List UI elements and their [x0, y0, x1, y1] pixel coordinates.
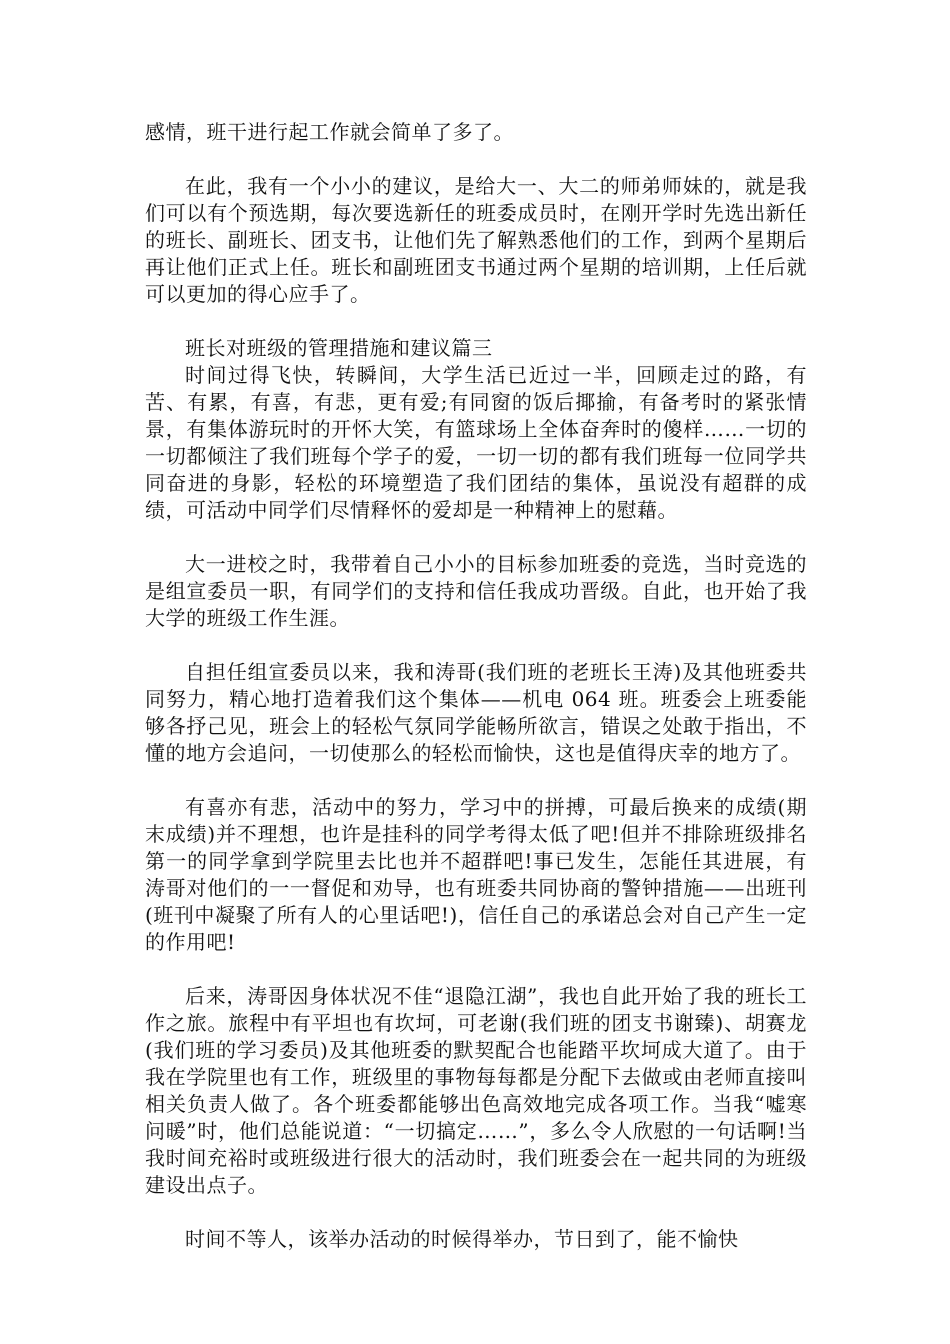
paragraph: 时间过得飞快，转瞬间，大学生活已近过一半，回顾走过的路，有苦、有累，有喜，有悲，更有爱;有同窗的饭后揶揄，有备考时的紧张情景，有集体游玩时的开怀大笑，有篮球场上全体奋奔时的傻样……一切的一切都倾注了我们班每个学子的爱，一切一切的都有我们班每一位同学共同奋进的身影，轻松的环境塑造了我们团结的集体，虽说没有超群的成绩，可活动中同学们尽情释怀的爱却是一种精神上的慰藉。 — [145, 363, 807, 522]
paragraph: 时间不等人，该举办活动的时候得举办，节日到了，能不愉快 — [185, 1227, 739, 1251]
paragraph: 有喜亦有悲，活动中的努力，学习中的拼搏，可最后换来的成绩(期末成绩)并不理想，也许是挂科的同学考得太低了吧!但并不排除班级排名第一的同学拿到学院里去比也并不超群吧!事已发生，怎能任其进展，有涛哥对他们的一一督促和劝导，也有班委共同协商的警钟措施——出班刊(班刊中凝聚了所有人的心里话吧!)，信任自己的承诺总会对自己产生一定的作用吧! — [145, 795, 807, 954]
paragraph-continued: 感情，班干进行起工作就会简单了多了。 — [145, 120, 514, 144]
paragraph-suggestion: 在此，我有一个小小的建议，是给大一、大二的师弟师妹的，就是我们可以有个预选期，每次要选新任的班委成员时，在刚开学时先选出新任的班长、副班长、团支书，让他们先了解熟悉他们的工作，到两个星期后再让他们正式上任。班长和副班团支书通过两个星期的培训期，上任后就可以更加的得心应手了。 — [145, 174, 807, 306]
paragraph: 后来，涛哥因身体状况不佳“退隐江湖”，我也自此开始了我的班长工作之旅。旅程中有平坦也有坎坷，可老谢(我们班的团支书谢臻)、胡赛龙(我们班的学习委员)及其他班委的默契配合也能踏平坎坷成大道了。由于我在学院里也有工作，班级里的事物每每都是分配下去做或由老师直接叫相关负责人做了。各个班委都能够出色高效地完成各项工作。当我“嘘寒问暖”时，他们总能说道：“一切搞定……”，多么令人欣慰的一句话啊!当我时间充裕时或班级进行很大的活动时，我们班委会在一起共同的为班级建设出点子。 — [145, 984, 807, 1197]
section-heading: 班长对班级的管理措施和建议篇三 — [185, 336, 493, 360]
paragraph: 自担任组宣委员以来，我和涛哥(我们班的老班长王涛)及其他班委共同努力，精心地打造着我们这个集体——机电 064 班。班委会上班委能够各抒己见，班会上的轻松气氛同学能畅所欲言，错误之处敢于指出，不懂的地方会追问，一切使那么的轻松而愉快，这也是值得庆幸的地方了。 — [145, 660, 807, 765]
paragraph: 大一进校之时，我带着自己小小的目标参加班委的竞选，当时竞选的是组宣委员一职，有同学们的支持和信任我成功晋级。自此，也开始了我大学的班级工作生涯。 — [145, 552, 807, 630]
document-body — [145, 119, 807, 1280]
